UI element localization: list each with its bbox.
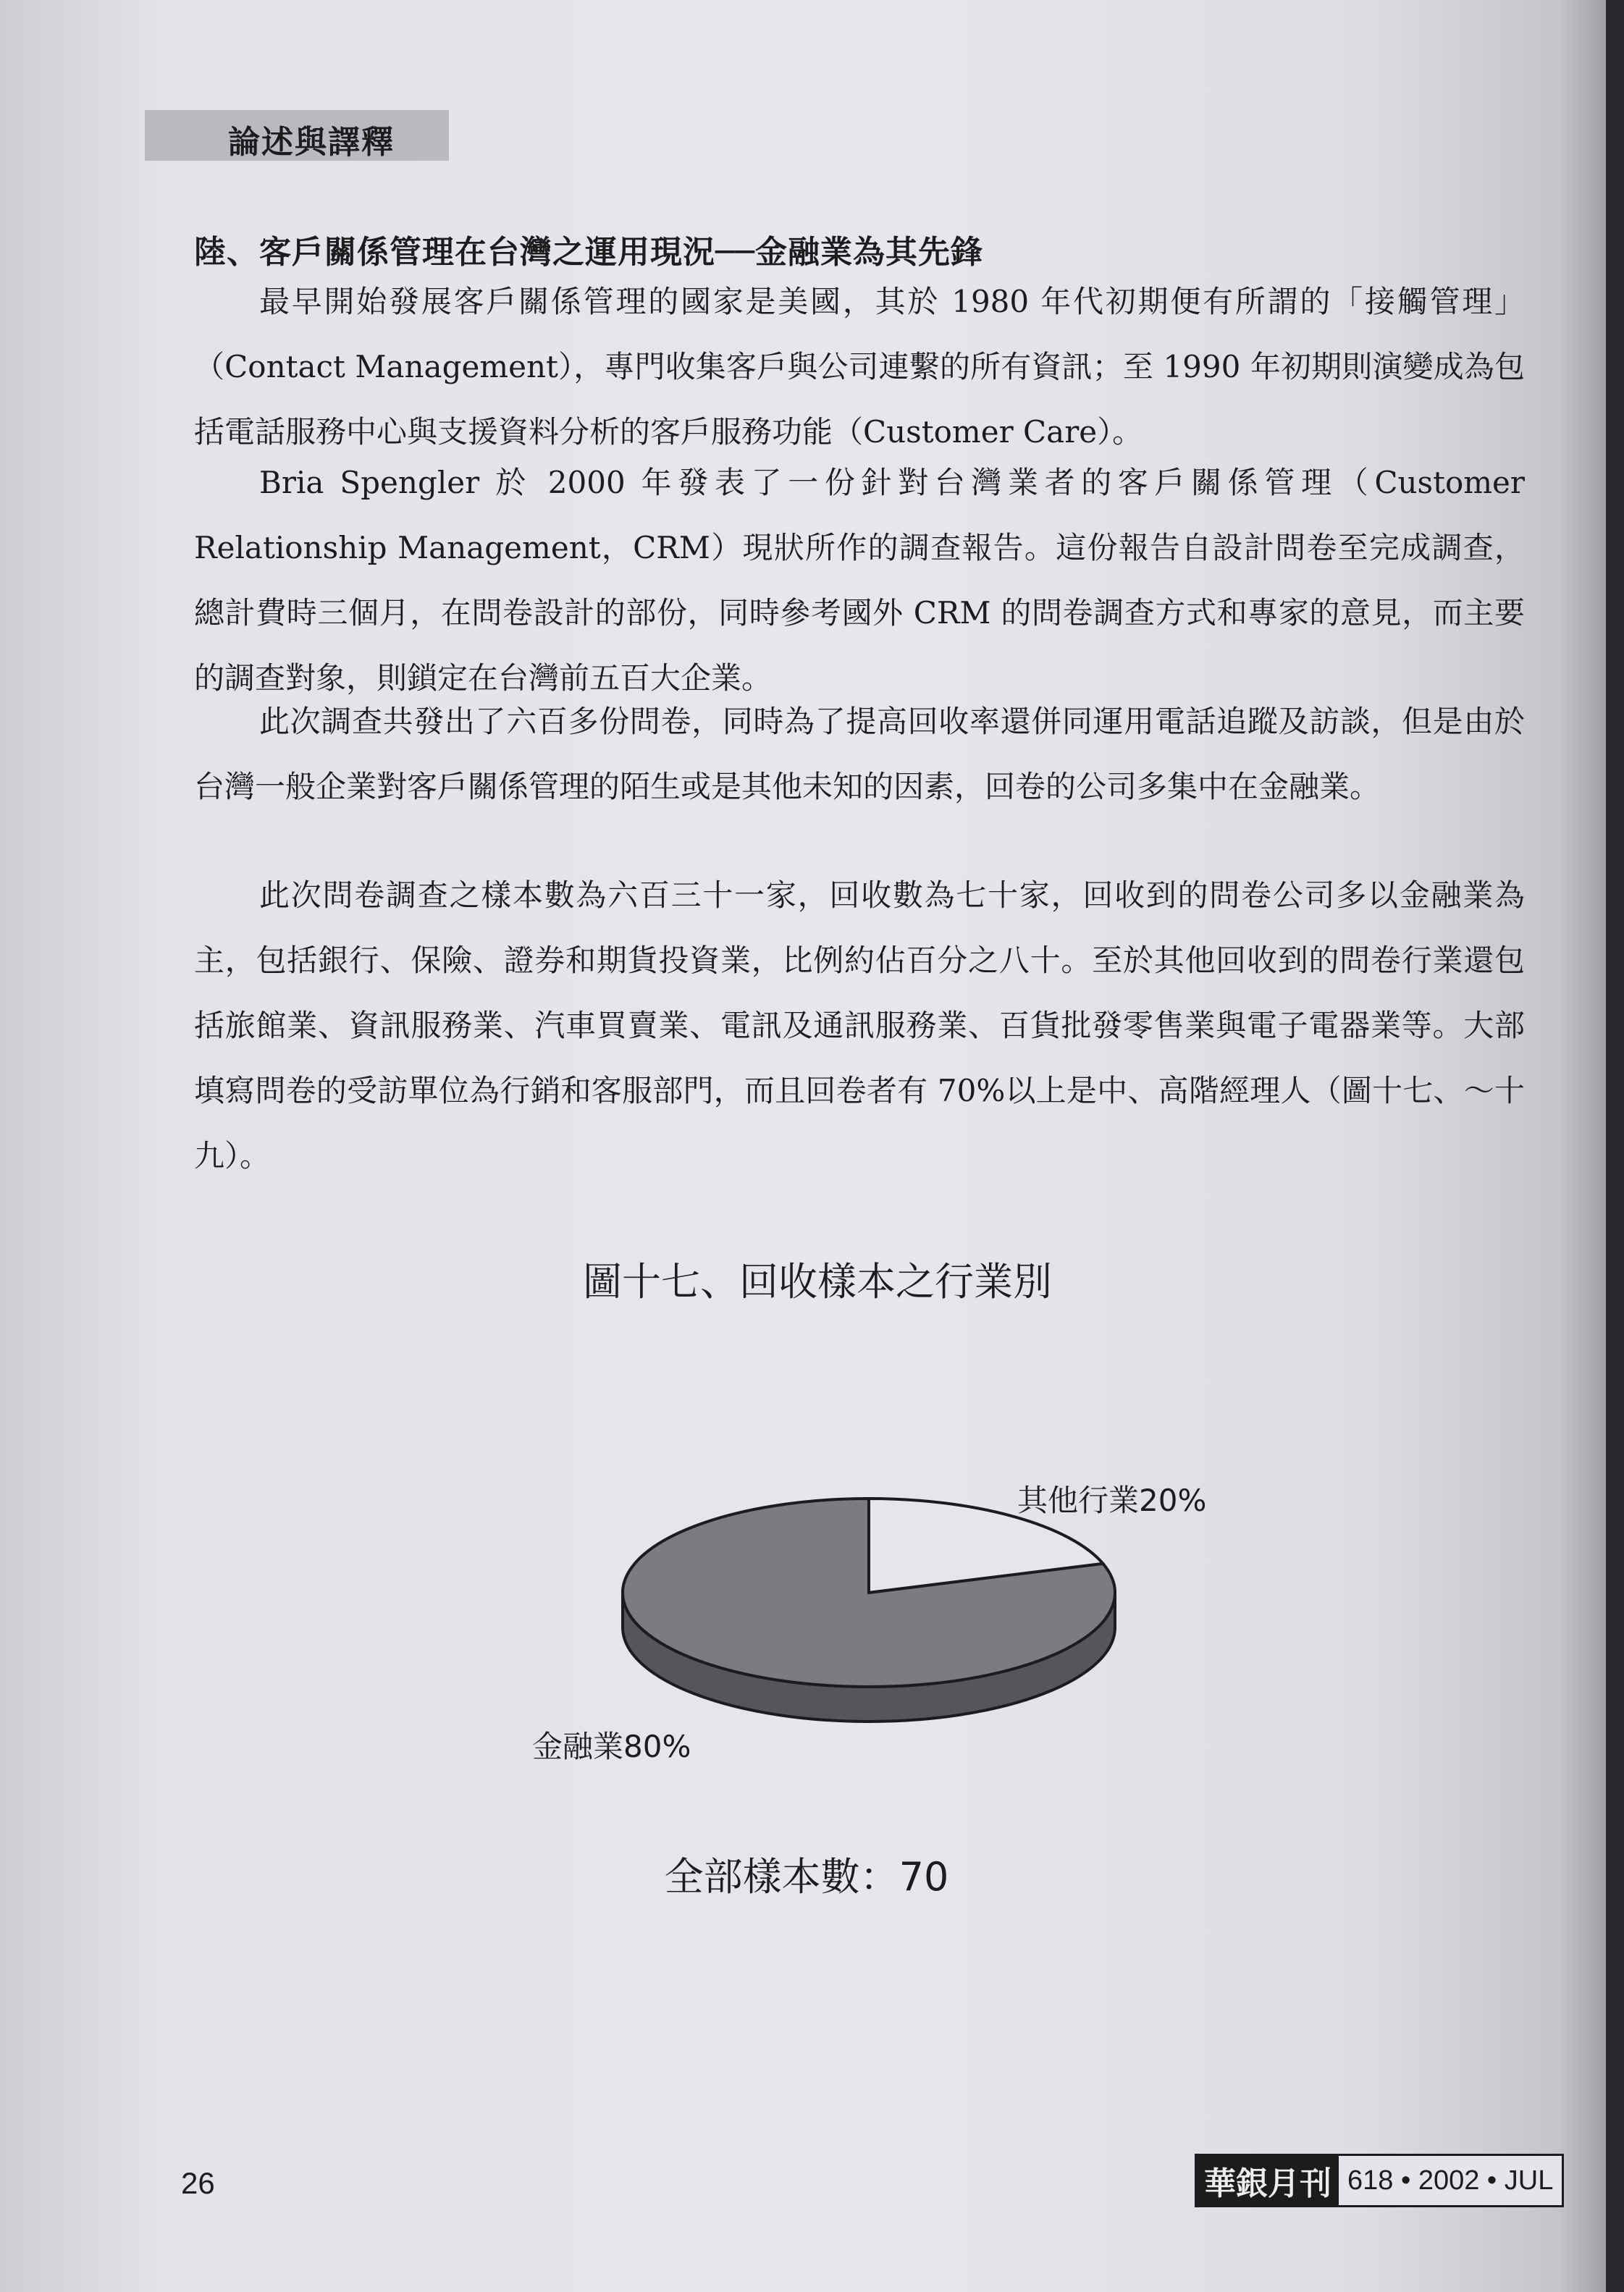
journal-name: 華銀月刊	[1197, 2156, 1339, 2205]
paragraph-4: 此次問卷調查之樣本數為六百三十一家，回收數為七十家，回收到的問卷公司多以金融業為主，包括銀行、保險、證券和期貨投資業，比例約佔百分之八十。至於其他回收到的問卷行業還包括旅館業、資訊服務業、汽車買賣業、電訊及通訊服務業、百貨批發零售業與電子電器業等。大部填寫問卷的受訪單位為行銷和客服部門，而且回卷者有 70%以上是中、高階經理人（圖十七、～十九）。	[194, 877, 1525, 1174]
journal-badge	[1195, 2154, 1564, 2207]
paragraph-1: 最早開始發展客戶關係管理的國家是美國，其於 1980 年代初期便有所謂的「接觸管理」（Contact Management），專門收集客戶與公司連繫的所有資訊；至 1990 年初期則演變成為包括電話服務中心與支援資料分析的客戶服務功能（Customer Care）。	[194, 284, 1525, 450]
paragraph-3: 此次調查共發出了六百多份問卷，同時為了提高回收率還併同運用電話追蹤及訪談，但是由於台灣一般企業對客戶關係管理的陌生或是其他未知的因素，回卷的公司多集中在金融業。	[194, 704, 1525, 804]
section-label: 論述與譯釋	[228, 124, 395, 161]
chart-title: 圖十七、回收樣本之行業別	[583, 1259, 1052, 1305]
pie-chart	[608, 1491, 1129, 1723]
section-heading: 陸、客戶關係管理在台灣之運用現況──金融業為其先鋒	[194, 234, 983, 271]
journal-issue: 618 • 2002 • JUL	[1339, 2156, 1562, 2205]
paragraph-2: Bria Spengler 於 2000 年發表了一份針對台灣業者的客戶關係管理（Customer Relationship Management，CRM）現狀所作的調查報告。這份報告自設計問卷至完成調查，總計費時三個月，在問卷設計的部份，同時參考國外 CRM 的問卷調查方式和專家的意見，而主要的調查對象，則鎖定在台灣前五百大企業。	[194, 465, 1525, 696]
slice-label-other: 其他行業20%	[1017, 1483, 1207, 1518]
sample-total: 全部樣本數：70	[664, 1854, 949, 1900]
slice-label-finance: 金融業80%	[532, 1729, 691, 1764]
page-number: 26	[181, 2166, 215, 2200]
